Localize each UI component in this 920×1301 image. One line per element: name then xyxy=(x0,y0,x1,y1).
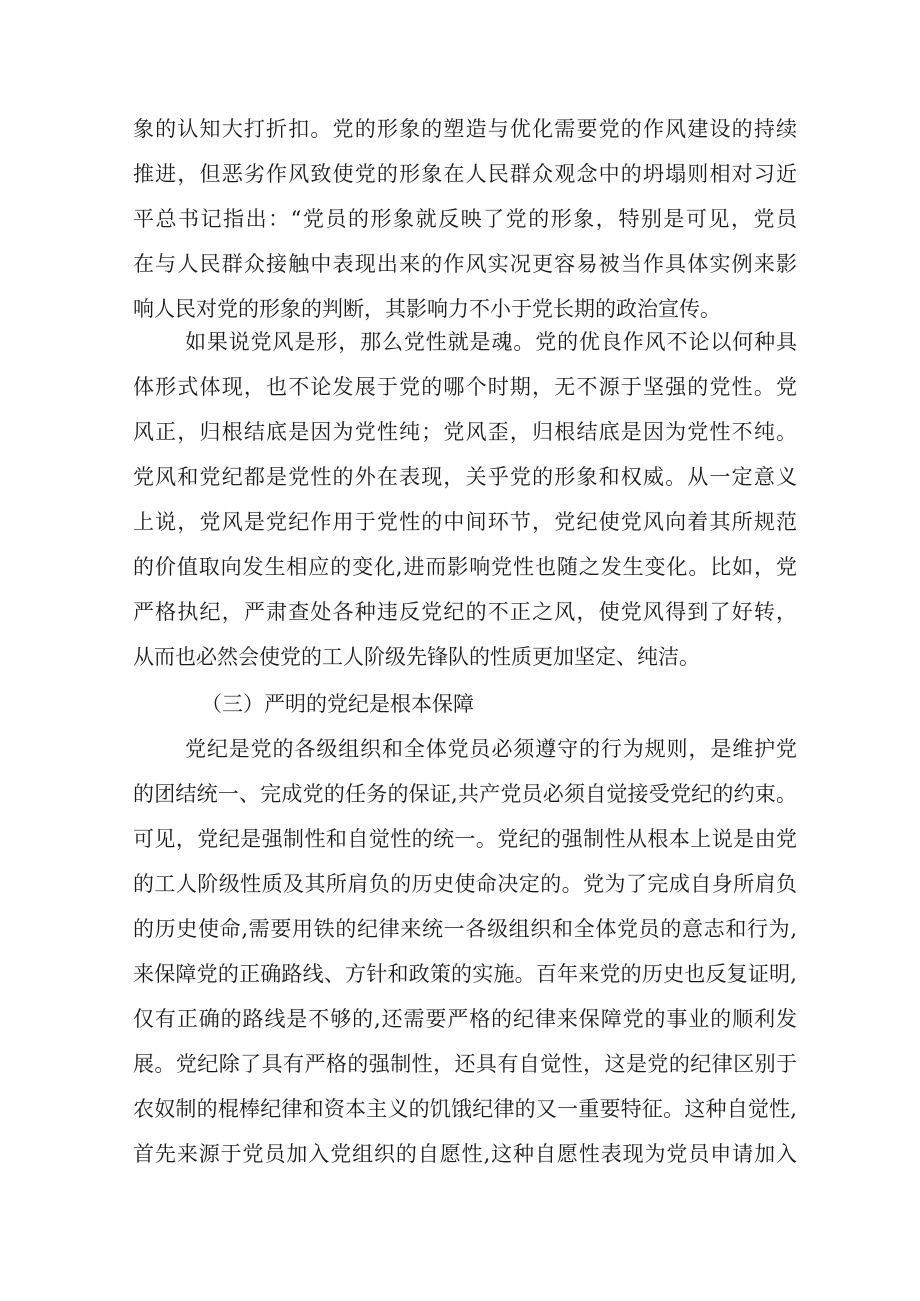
paragraph-3 xyxy=(133,727,797,1177)
text-line: 的团结统一、完成党的任务的保证,共产党员必须自觉接受党纪的约束。 xyxy=(133,782,797,806)
text-line: 仅有正确的路线是不够的,还需要严格的纪律来保障党的事业的顺利发 xyxy=(133,1007,797,1031)
text-line: 农奴制的棍棒纪律和资本主义的饥饿纪律的又一重要特征。这种自觉性, xyxy=(133,1097,797,1121)
text-line: 来保障党的正确路线、方针和政策的实施。百年来党的历史也反复证明, xyxy=(133,962,797,986)
text-line: 如果说党风是形，那么党性就是魂。党的优良作风不论以何种具 xyxy=(185,330,797,354)
text-line: 党风和党纪都是党性的外在表现，关乎党的形象和权威。从一定意义 xyxy=(133,465,797,489)
text-line: 体形式体现，也不论发展于党的哪个时期，无不源于坚强的党性。党 xyxy=(133,375,797,399)
text-line: 风正，归根结底是因为党性纯；党风歪，归根结底是因为党性不纯。 xyxy=(133,420,797,444)
text-line: 响人民对党的形象的判断，其影响力不小于党长期的政治宣传。 xyxy=(133,297,721,321)
text-line: 严格执纪，严肃查处各种违反党纪的不正之风，使党风得到了好转， xyxy=(133,600,797,624)
paragraph-1 xyxy=(133,107,797,332)
section-heading-text: （三）严明的党纪是根本保障 xyxy=(201,692,474,716)
text-line: 在与人民群众接触中表现出来的作风实况更容易被当作具体实例来影 xyxy=(133,252,797,276)
text-line: 推进，但恶劣作风致使党的形象在人民群众观念中的坍塌则相对习近 xyxy=(133,162,797,186)
text-line: 可见，党纪是强制性和自觉性的统一。党纪的强制性从根本上说是由党 xyxy=(133,827,797,851)
text-line: 首先来源于党员加入党组织的自愿性,这种自愿性表现为党员申请加入 xyxy=(133,1142,797,1166)
text-line: 党纪是党的各级组织和全体党员必须遵守的行为规则，是维护党 xyxy=(185,737,797,761)
paragraph-2 xyxy=(133,320,797,680)
text-line: 象的认知大打折扣。党的形象的塑造与优化需要党的作风建设的持续 xyxy=(133,117,797,141)
section-heading xyxy=(133,682,797,727)
text-line: 的工人阶级性质及其所肩负的历史使命决定的。党为了完成自身所肩负 xyxy=(133,872,797,896)
text-line: 平总书记指出：“党员的形象就反映了党的形象，特别是可见，党员 xyxy=(133,207,797,231)
text-line: 上说，党风是党纪作用于党性的中间环节，党纪使党风向着其所规范 xyxy=(133,510,797,534)
text-line: 的价值取向发生相应的变化,进而影响党性也随之发生变化。比如，党 xyxy=(133,555,797,579)
text-line: 的历史使命,需要用铁的纪律来统一各级组织和全体党员的意志和行为, xyxy=(133,917,797,941)
text-line: 从而也必然会使党的工人阶级先锋队的性质更加坚定、纯洁。 xyxy=(133,645,700,669)
text-line: 展。党纪除了具有严格的强制性，还具有自觉性，这是党的纪律区别于 xyxy=(133,1052,797,1076)
